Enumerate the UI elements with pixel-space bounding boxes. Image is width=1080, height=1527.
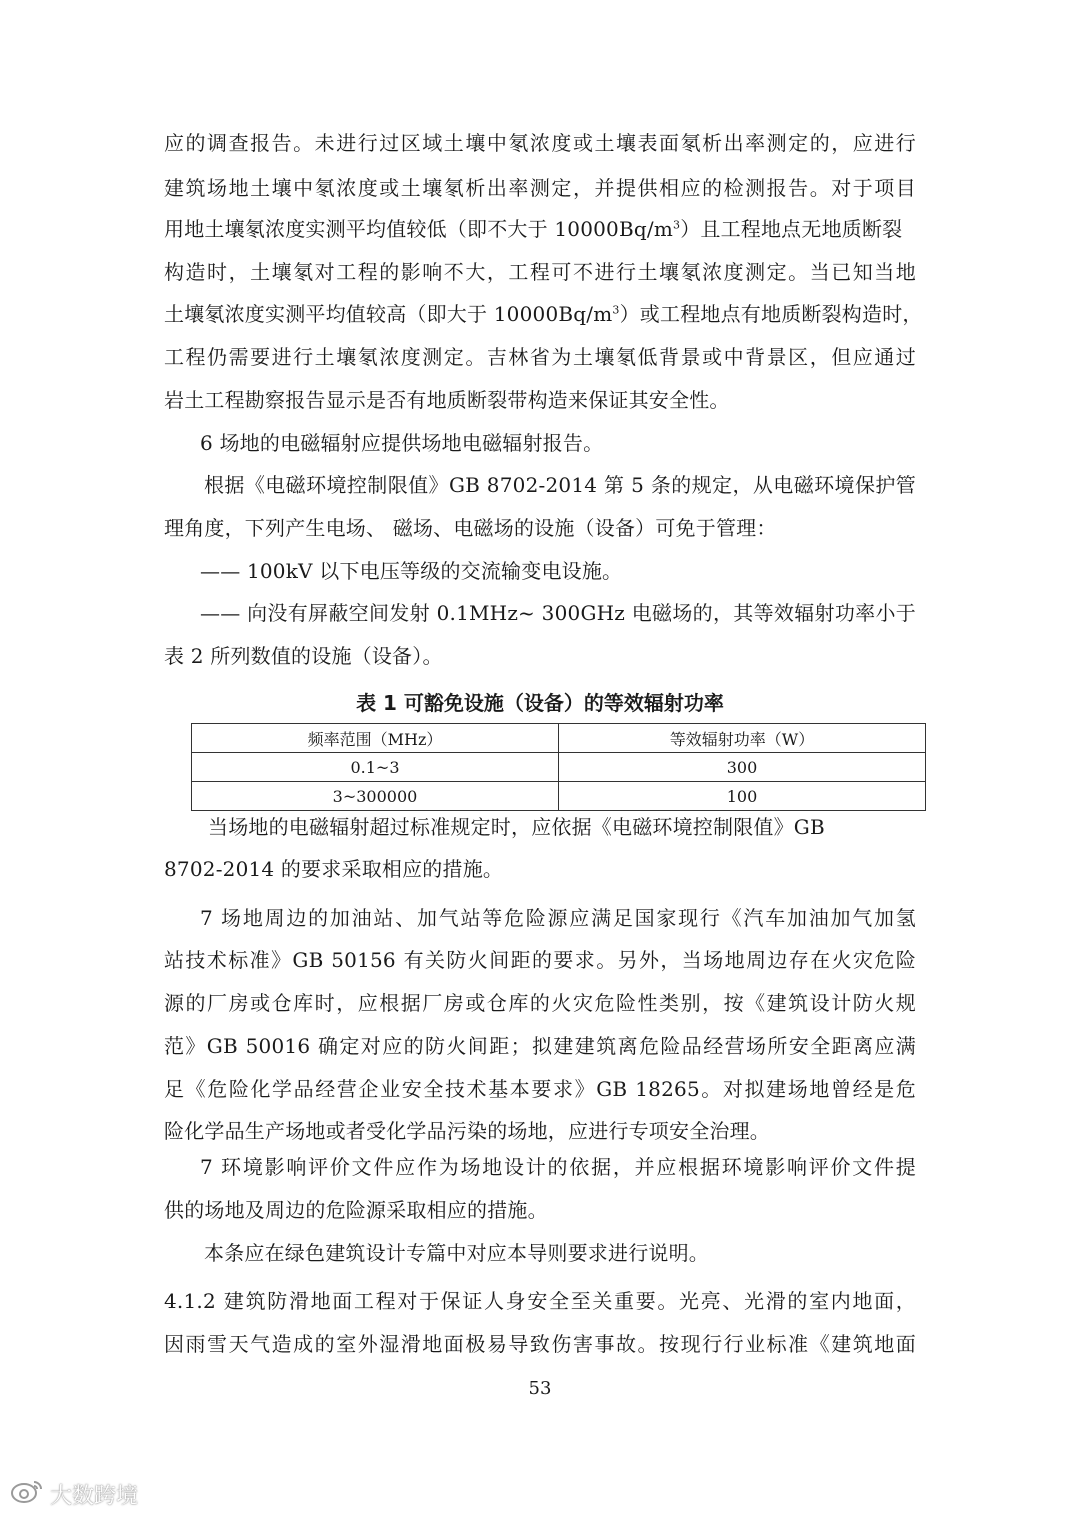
radon-line-2: 建筑场地土壤中氡浓度或土壤氡析出率测定，并提供相应的检测报告。对于项目 [164, 176, 916, 200]
table-cell-power: 100 [559, 782, 926, 811]
radon-line-3-head: 用地土壤氡浓度实测平均值较低（即不大于 10000Bq/m [164, 217, 673, 241]
page-number: 53 [528, 1378, 552, 1399]
table-row [192, 782, 926, 811]
item-7b-line-2: 供的场地及周边的危险源采取相应的措施。 [164, 1198, 548, 1222]
table-cell-frequency: 0.1~3 [192, 753, 559, 782]
radon-line-5-tail: ）或工程地点有地质断裂构造时， [619, 302, 923, 326]
superscript-3: 3 [612, 303, 620, 317]
watermark-text: 大数跨境 [50, 1483, 139, 1509]
superscript-3: 3 [672, 218, 681, 232]
weibo-logo-icon [10, 1478, 44, 1510]
radon-line-1: 应的调查报告。未进行过区域土壤中氡浓度或土壤表面氡析出率测定的，应进行 [164, 131, 916, 155]
em-dash-item-2-line-1: —— 向没有屏蔽空间发射 0.1MHz~ 300GHz 电磁场的，其等效辐射功率小于 [200, 601, 916, 625]
item-7a-line-5: 足《危险化学品经营企业安全技术基本要求》GB 18265。对拟建场地曾经是危 [164, 1077, 916, 1101]
em-intro-line-2: 理角度，下列产生电场、 磁场、电磁场的设施（设备）可免于管理： [164, 516, 777, 540]
table-header-frequency: 频率范围（MHz） [192, 724, 559, 753]
em-dash-item-2-line-2: 表 2 所列数值的设施（设备）。 [164, 644, 443, 668]
item-7b-line-1: 7 环境影响评价文件应作为场地设计的依据，并应根据环境影响评价文件提 [200, 1155, 916, 1179]
item-7a-line-3: 源的厂房或仓库时，应根据厂房或仓库的火灾危险性类别，按《建筑设计防火规 [164, 991, 916, 1015]
table-header-row [192, 724, 926, 753]
table-row [192, 753, 926, 782]
radon-line-7: 岩土工程勘察报告显示是否有地质断裂带构造来保证其安全性。 [164, 388, 730, 412]
item-7a-line-1: 7 场地周边的加油站、加气站等危险源应满足国家现行《汽车加油加气加氢 [200, 906, 916, 930]
em-after-line-2: 8702-2014 的要求采取相应的措施。 [164, 857, 504, 881]
item-7a-line-6: 险化学品生产场地或者受化学品污染的场地，应进行专项安全治理。 [164, 1119, 770, 1143]
em-after-line-1: 当场地的电磁辐射超过标准规定时，应依据《电磁环境控制限值》GB [208, 815, 825, 839]
radon-line-5 [164, 299, 923, 329]
item-6-title: 6 场地的电磁辐射应提供场地电磁辐射报告。 [200, 431, 604, 455]
radon-line-4: 构造时，土壤氡对工程的影响不大，工程可不进行土壤氡浓度测定。当已知当地 [164, 260, 916, 284]
table-cell-power: 300 [559, 753, 926, 782]
radon-line-5-head: 土壤氡浓度实测平均值较高（即大于 10000Bq/m [164, 302, 613, 326]
item-7a-line-2: 站技术标准》GB 50156 有关防火间距的要求。另外，当场地周边存在火灾危险 [164, 948, 916, 972]
table-header-power: 等效辐射功率（W） [559, 724, 926, 753]
radon-line-3-tail: ）且工程地点无地质断裂 [680, 217, 903, 241]
em-intro-line-1: 根据《电磁环境控制限值》GB 8702-2014 第 5 条的规定，从电磁环境保护管 [204, 473, 916, 497]
clause-412-line-2: 因雨雪天气造成的室外湿滑地面极易导致伤害事故。按现行行业标准《建筑地面 [164, 1332, 916, 1356]
design-note: 本条应在绿色建筑设计专篇中对应本导则要求进行说明。 [204, 1241, 709, 1265]
exemption-table [191, 723, 926, 811]
clause-412-line-1: 4.1.2 建筑防滑地面工程对于保证人身安全至关重要。光亮、光滑的室内地面， [164, 1289, 916, 1313]
em-dash-item-1: —— 100kV 以下电压等级的交流输变电设施。 [200, 559, 623, 583]
table-cell-frequency: 3~300000 [192, 782, 559, 811]
table-title: 表 1 可豁免设施（设备）的等效辐射功率 [356, 691, 724, 715]
item-7a-line-4: 范》GB 50016 确定对应的防火间距；拟建建筑离危险品经营场所安全距离应满 [164, 1034, 916, 1058]
watermark [10, 1478, 138, 1510]
radon-line-3 [164, 214, 916, 244]
radon-line-6: 工程仍需要进行土壤氡浓度测定。吉林省为土壤氡低背景或中背景区，但应通过 [164, 345, 916, 369]
